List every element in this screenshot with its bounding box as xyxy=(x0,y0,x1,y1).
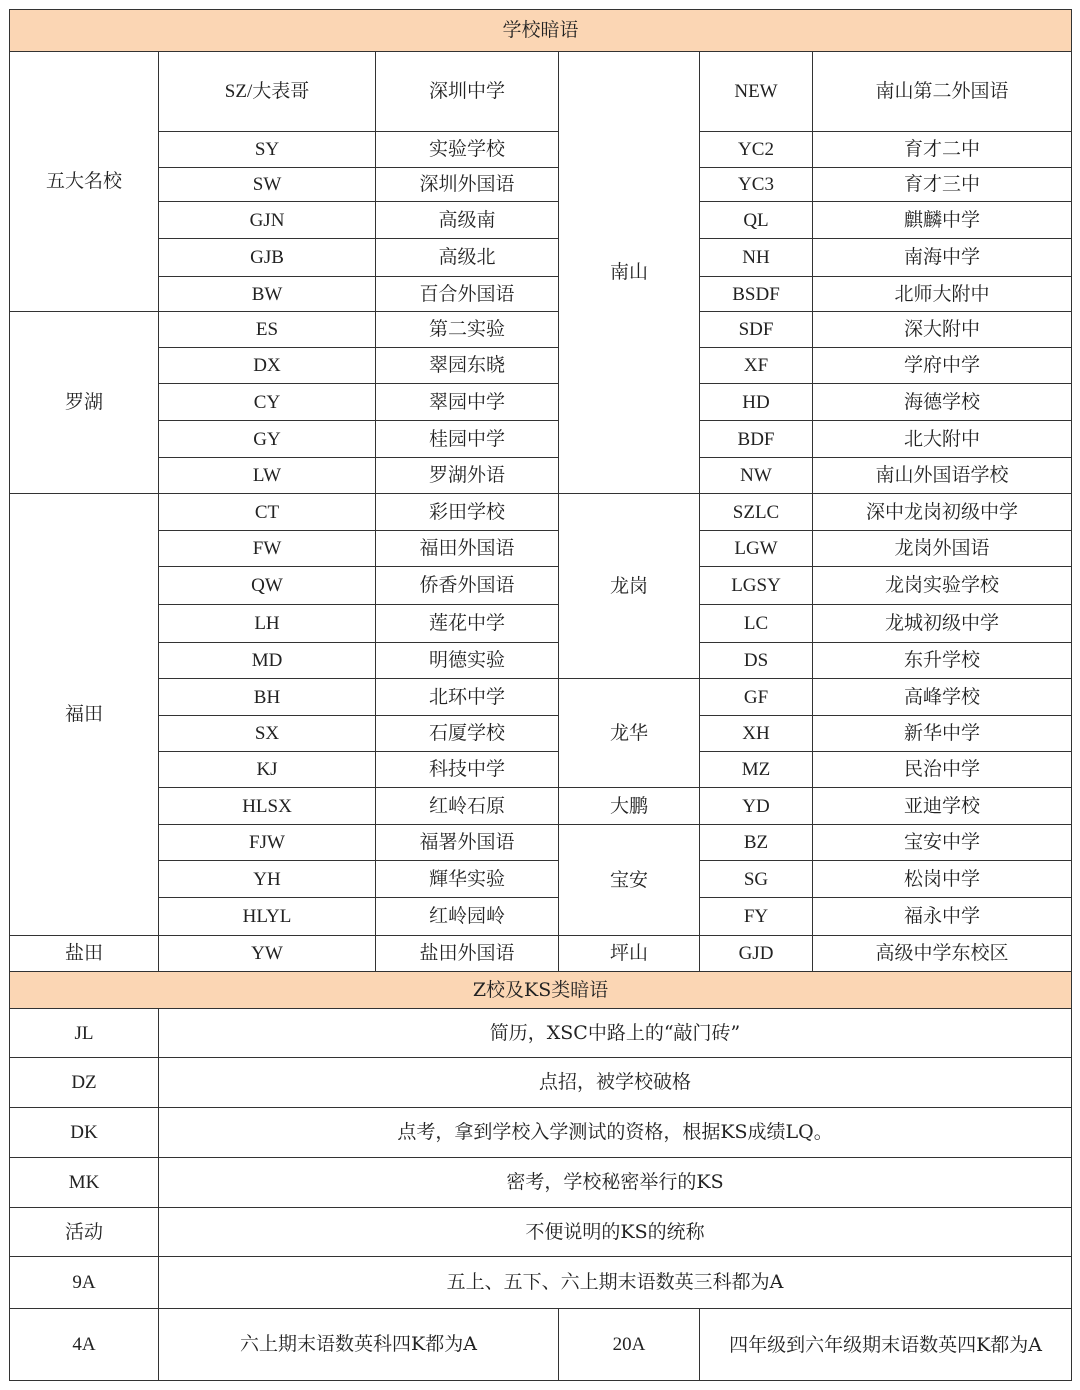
term-description xyxy=(700,1309,1072,1381)
school-code: GJD xyxy=(700,936,813,972)
table-row xyxy=(10,421,1072,458)
table-row xyxy=(10,1208,1072,1257)
table-row xyxy=(10,567,1072,605)
term-code: 4A xyxy=(10,1309,159,1381)
school-code: HLYL xyxy=(159,898,376,936)
term-code: DK xyxy=(10,1108,159,1158)
school-name: 翠园中学 xyxy=(376,384,559,421)
school-name: 龙岗实验学校 xyxy=(813,567,1072,605)
school-code: BSDF xyxy=(700,277,813,312)
table-row xyxy=(10,972,1072,1009)
school-code: KJ xyxy=(159,752,376,788)
school-name: 侨香外国语 xyxy=(376,567,559,605)
school-name: 石厦学校 xyxy=(376,716,559,752)
term-description: 五上、五下、六上期末语数英三科都为A xyxy=(159,1257,1072,1309)
school-code: SDF xyxy=(700,312,813,348)
table-row xyxy=(10,10,1072,52)
school-name: 科技中学 xyxy=(376,752,559,788)
school-name: 高级中学东校区 xyxy=(813,936,1072,972)
district-luohu: 罗湖 xyxy=(10,312,159,494)
school-code: YD xyxy=(700,788,813,825)
school-code: FW xyxy=(159,531,376,567)
table-row xyxy=(10,277,1072,312)
table-row xyxy=(10,788,1072,825)
table-row xyxy=(10,1108,1072,1158)
school-name: 育才二中 xyxy=(813,132,1072,168)
school-name: 第二实验 xyxy=(376,312,559,348)
district-pingshan: 坪山 xyxy=(559,936,700,972)
school-name: 福田外国语 xyxy=(376,531,559,567)
school-code: BDF xyxy=(700,421,813,458)
term-description: 不便说明的KS的统称 xyxy=(159,1208,1072,1257)
school-code: NW xyxy=(700,458,813,494)
school-name: 南海中学 xyxy=(813,239,1072,277)
table-row xyxy=(10,531,1072,567)
table-row xyxy=(10,752,1072,788)
school-code: GJN xyxy=(159,202,376,239)
school-code: LH xyxy=(159,605,376,643)
table-row xyxy=(10,132,1072,168)
school-name: 宝安中学 xyxy=(813,825,1072,861)
table-row xyxy=(10,643,1072,679)
district-longgang: 龙岗 xyxy=(559,494,700,679)
school-name: 高级南 xyxy=(376,202,559,239)
school-code: CY xyxy=(159,384,376,421)
school-code: SY xyxy=(159,132,376,168)
term-code: 活动 xyxy=(10,1208,159,1257)
term-code: MK xyxy=(10,1158,159,1208)
school-name: 新华中学 xyxy=(813,716,1072,752)
school-code: SG xyxy=(700,861,813,898)
school-name: 福永中学 xyxy=(813,898,1072,936)
school-name: 彩田学校 xyxy=(376,494,559,531)
school-code: XH xyxy=(700,716,813,752)
school-code: GY xyxy=(159,421,376,458)
school-code: SW xyxy=(159,168,376,202)
school-code: YH xyxy=(159,861,376,898)
section-title-school-codes: 学校暗语 xyxy=(10,10,1072,52)
school-code: NH xyxy=(700,239,813,277)
school-code: QW xyxy=(159,567,376,605)
table-row xyxy=(10,52,1072,132)
school-code: SZLC xyxy=(700,494,813,531)
school-name: 北师大附中 xyxy=(813,277,1072,312)
school-name: 高峰学校 xyxy=(813,679,1072,716)
school-name: 明德实验 xyxy=(376,643,559,679)
term-code: JL xyxy=(10,1009,159,1058)
school-name: 北大附中 xyxy=(813,421,1072,458)
school-name: 輝华实验 xyxy=(376,861,559,898)
school-name: 松岗中学 xyxy=(813,861,1072,898)
table-row xyxy=(10,861,1072,898)
school-code: GF xyxy=(700,679,813,716)
school-code: MD xyxy=(159,643,376,679)
school-code: LGW xyxy=(700,531,813,567)
school-name: 龙城初级中学 xyxy=(813,605,1072,643)
table-row xyxy=(10,239,1072,277)
school-name: 育才三中 xyxy=(813,168,1072,202)
district-longhua: 龙华 xyxy=(559,679,700,788)
section-title-ks-codes: Z校及KS类暗语 xyxy=(10,972,1072,1009)
school-code: GJB xyxy=(159,239,376,277)
school-name: 南山外国语学校 xyxy=(813,458,1072,494)
school-code: LW xyxy=(159,458,376,494)
table-row xyxy=(10,605,1072,643)
table-row xyxy=(10,825,1072,861)
school-code: XF xyxy=(700,348,813,384)
school-code: DX xyxy=(159,348,376,384)
term-description: 点招，被学校破格 xyxy=(159,1058,1072,1108)
school-code: NEW xyxy=(700,52,813,132)
school-name: 高级北 xyxy=(376,239,559,277)
table-row xyxy=(10,1309,1072,1381)
school-name: 百合外国语 xyxy=(376,277,559,312)
school-name: 深大附中 xyxy=(813,312,1072,348)
school-code: BW xyxy=(159,277,376,312)
table-row xyxy=(10,898,1072,936)
school-code: HD xyxy=(700,384,813,421)
school-name: 红岭石原 xyxy=(376,788,559,825)
school-name: 南山第二外国语 xyxy=(813,52,1072,132)
school-name: 龙岗外国语 xyxy=(813,531,1072,567)
table-row xyxy=(10,936,1072,972)
school-code: LGSY xyxy=(700,567,813,605)
school-code: YC3 xyxy=(700,168,813,202)
school-name: 深圳中学 xyxy=(376,52,559,132)
school-code: CT xyxy=(159,494,376,531)
school-name: 深圳外国语 xyxy=(376,168,559,202)
school-code: FJW xyxy=(159,825,376,861)
school-name: 亚迪学校 xyxy=(813,788,1072,825)
school-name: 罗湖外语 xyxy=(376,458,559,494)
term-code: DZ xyxy=(10,1058,159,1108)
school-name: 桂园中学 xyxy=(376,421,559,458)
table-row xyxy=(10,1009,1072,1058)
school-name: 海德学校 xyxy=(813,384,1072,421)
school-code: DS xyxy=(700,643,813,679)
school-code: YW xyxy=(159,936,376,972)
term-description: 密考，学校秘密举行的KS xyxy=(159,1158,1072,1208)
school-name: 学府中学 xyxy=(813,348,1072,384)
term-description: 六上期末语数英科四K都为A xyxy=(159,1309,559,1381)
district-wuda-mingxiao: 五大名校 xyxy=(10,52,159,312)
table-row xyxy=(10,168,1072,202)
table-row xyxy=(10,494,1072,531)
table-row xyxy=(10,202,1072,239)
school-name: 红岭园岭 xyxy=(376,898,559,936)
school-code: SX xyxy=(159,716,376,752)
school-name: 实验学校 xyxy=(376,132,559,168)
table-row xyxy=(10,384,1072,421)
school-name: 北环中学 xyxy=(376,679,559,716)
school-code: ES xyxy=(159,312,376,348)
school-code: QL xyxy=(700,202,813,239)
district-dapeng: 大鹏 xyxy=(559,788,700,825)
table-row xyxy=(10,1257,1072,1309)
school-code: MZ xyxy=(700,752,813,788)
term-description: 点考，拿到学校入学测试的资格，根据KS成绩LQ。 xyxy=(159,1108,1072,1158)
school-name: 盐田外国语 xyxy=(376,936,559,972)
school-code: SZ/大表哥 xyxy=(159,52,376,132)
school-name: 翠园东晓 xyxy=(376,348,559,384)
table-row xyxy=(10,679,1072,716)
school-codes-table xyxy=(9,9,1072,1381)
district-yantian: 盐田 xyxy=(10,936,159,972)
school-name: 福署外国语 xyxy=(376,825,559,861)
table-row xyxy=(10,716,1072,752)
school-code: YC2 xyxy=(700,132,813,168)
school-code: BZ xyxy=(700,825,813,861)
school-code: FY xyxy=(700,898,813,936)
term-code: 20A xyxy=(559,1309,700,1381)
table-row xyxy=(10,458,1072,494)
district-baoan: 宝安 xyxy=(559,825,700,936)
school-name: 深中龙岗初级中学 xyxy=(813,494,1072,531)
school-name: 民治中学 xyxy=(813,752,1072,788)
school-name: 莲花中学 xyxy=(376,605,559,643)
school-code: BH xyxy=(159,679,376,716)
school-code: HLSX xyxy=(159,788,376,825)
term-description-text: 四年级到六年级期末语数英四K都为A xyxy=(729,1333,1042,1356)
district-nanshan: 南山 xyxy=(559,52,700,494)
table-row xyxy=(10,1158,1072,1208)
term-description: 简历，XSC中路上的“敲门砖” xyxy=(159,1009,1072,1058)
table-row xyxy=(10,312,1072,348)
district-futian: 福田 xyxy=(10,494,159,936)
table-row xyxy=(10,1058,1072,1108)
school-name: 东升学校 xyxy=(813,643,1072,679)
term-code: 9A xyxy=(10,1257,159,1309)
school-code: LC xyxy=(700,605,813,643)
table-row xyxy=(10,348,1072,384)
school-name: 麒麟中学 xyxy=(813,202,1072,239)
